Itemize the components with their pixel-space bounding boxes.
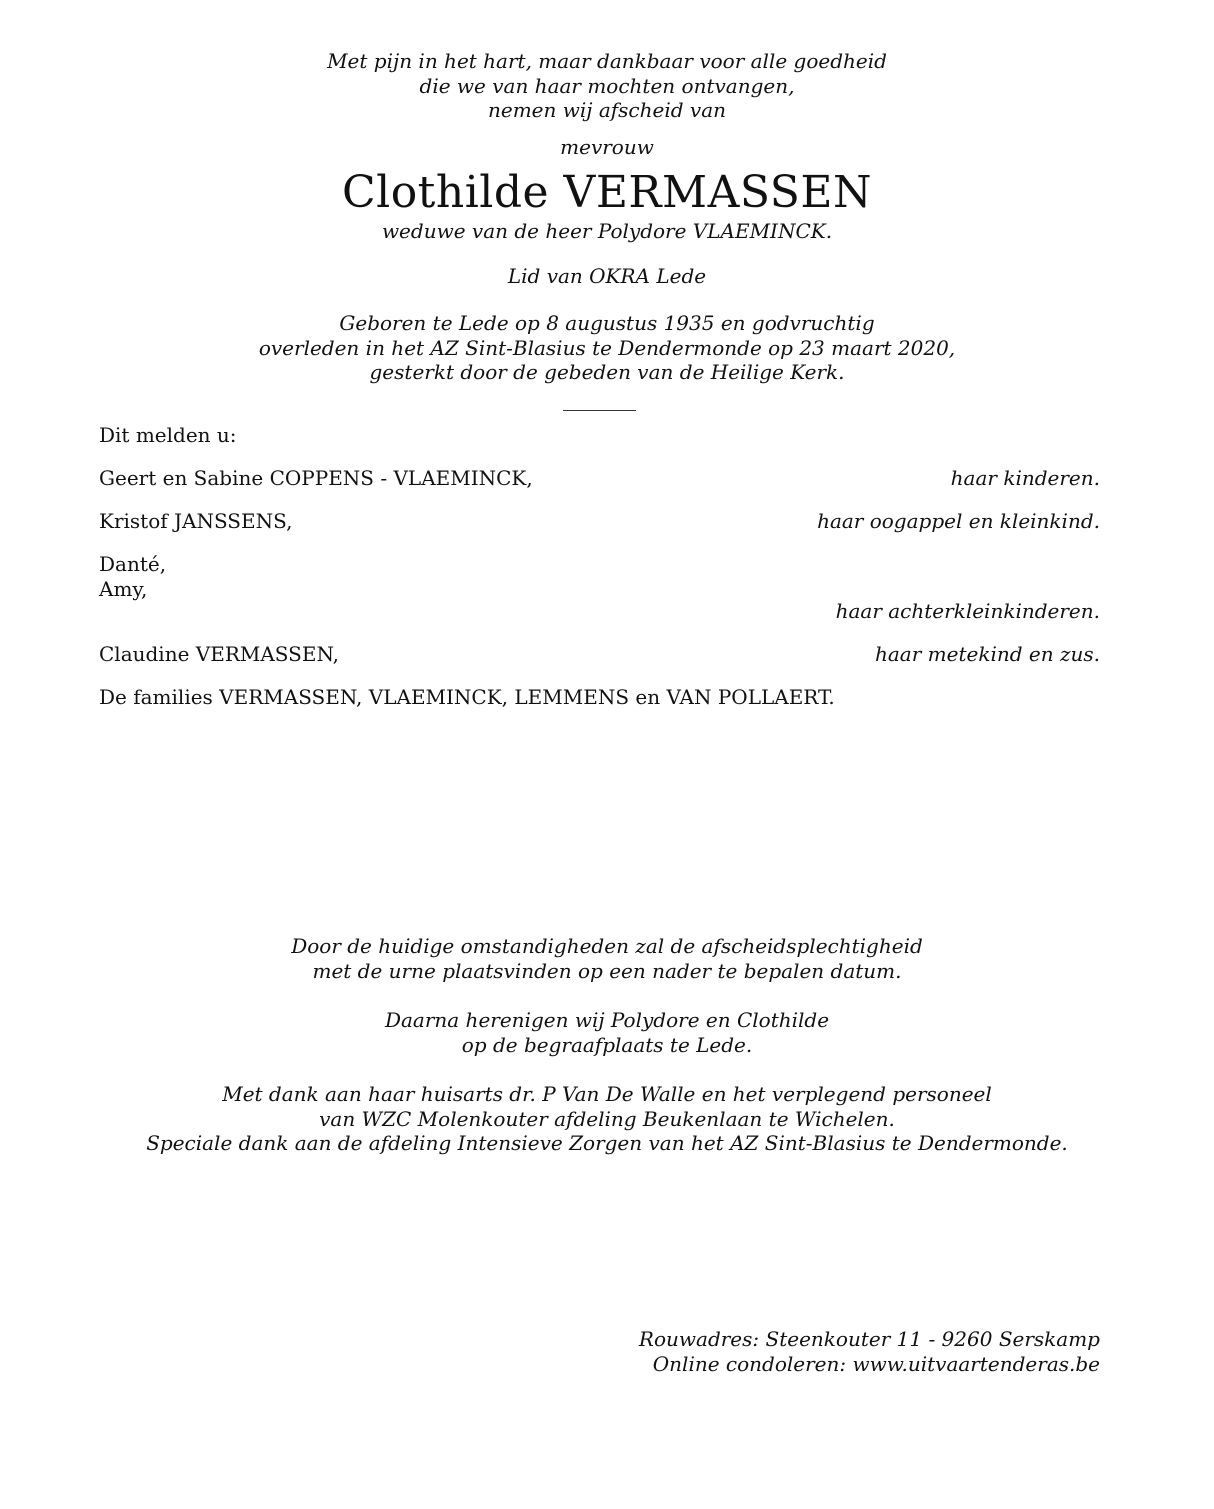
online-condolence (639, 1352, 1100, 1377)
divider (563, 410, 636, 411)
deceased-name: Clothilde VERMASSEN (341, 167, 873, 218)
thanks-text (0, 1082, 1214, 1156)
birth-death-line: Geboren te Lede op 8 augustus 1935 en godvruchtig (339, 311, 875, 335)
intro-line: nemen wij afscheid van (488, 98, 726, 122)
footer-contact (639, 1327, 1100, 1376)
relative-relation: haar kinderen. (950, 466, 1100, 490)
birth-death-line: gesterkt door de gebeden van de Heilige Kerk. (369, 360, 845, 384)
relative-names: Claudine VERMASSEN, (99, 642, 340, 666)
reunion-text (0, 1008, 1214, 1057)
reunion-line: op de begraafplaats te Lede. (461, 1032, 753, 1057)
intro-text (0, 49, 1214, 123)
widow-of: weduwe van de heer Polydore VLAEMINCK. (381, 219, 833, 243)
reunion-line: Daarna herenigen wij Polydore en Clothilde (384, 1008, 830, 1032)
mourning-address (639, 1327, 1100, 1352)
title-prefix: mevrouw (560, 135, 654, 159)
relative-names: Geert en Sabine COPPENS - VLAEMINCK, (99, 466, 533, 490)
thanks-line: Met dank aan haar huisarts dr. P Van De Walle en het verplegend personeel (222, 1082, 992, 1106)
relative-relation: haar achterkleinkinderen. (835, 599, 1100, 623)
families: De families VERMASSEN, VLAEMINCK, LEMMENS en VAN POLLAERT. (99, 685, 835, 709)
intro-line: Met pijn in het hart, maar dankbaar voor alle goedheid (327, 49, 887, 73)
relative-relation: haar oogappel en kleinkind. (817, 509, 1100, 533)
relative-relation: haar metekind en zus. (875, 642, 1100, 666)
address-value: Steenkouter 11 - 9260 Serskamp (765, 1327, 1100, 1351)
relative-names: Kristof JANSSENS, (99, 509, 293, 533)
relative-names: Danté, Amy, (99, 552, 167, 601)
ceremony-line: met de urne plaatsvinden op een nader te bepalen datum. (312, 958, 902, 983)
address-label: Rouwadres: (638, 1327, 760, 1351)
ceremony-text (0, 934, 1214, 983)
intro-line: die we van haar mochten ontvangen, (419, 73, 795, 98)
condolence-link[interactable]: www.uitvaartenderas.be (852, 1351, 1100, 1376)
birth-death-line: overleden in het AZ Sint-Blasius te Dendermonde op 23 maart 2020, (258, 335, 956, 360)
ceremony-line: Door de huidige omstandigheden zal de afscheidsplechtigheid (291, 934, 923, 958)
condolence-label: Online condoleren: (652, 1351, 847, 1376)
birth-death-text (0, 311, 1214, 385)
thanks-line: Speciale dank aan de afdeling Intensieve Zorgen van het AZ Sint-Blasius te Dendermonde. (146, 1131, 1068, 1155)
membership: Lid van OKRA Lede (507, 264, 707, 288)
announce: Dit melden u: (99, 423, 237, 447)
thanks-line: van WZC Molenkouter afdeling Beukenlaan te Wichelen. (319, 1106, 895, 1131)
